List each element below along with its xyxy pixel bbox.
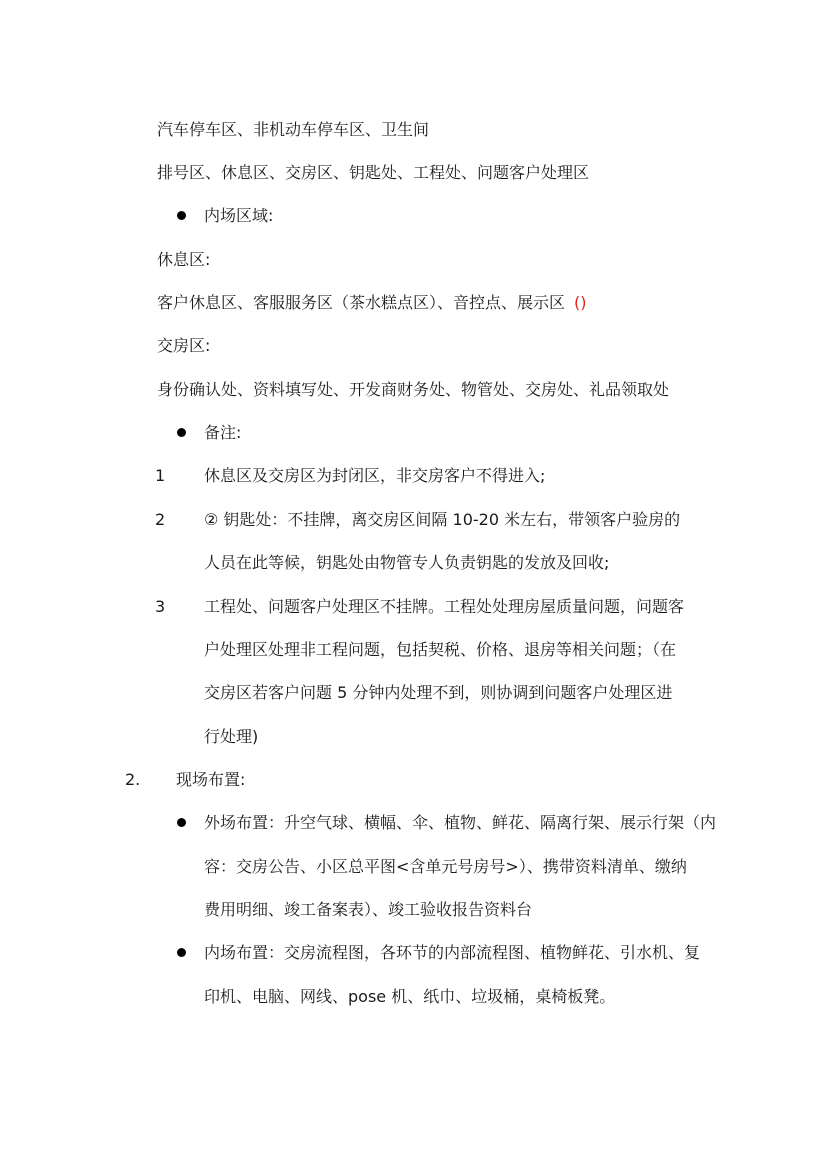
note-line: 交房区若客户问题 5 分钟内处理不到，则协调到问题客户处理区进 (204, 683, 673, 702)
section-number: 2. (125, 770, 141, 789)
rest-area-items (157, 292, 587, 314)
notes-heading: 备注: (204, 423, 242, 442)
section-title: 现场布置: (176, 770, 246, 789)
indoor-layout-line: 印机、电脑、网线、pose 机、纸巾、垃圾桶，桌椅板凳。 (204, 987, 616, 1006)
bullet-icon (177, 948, 186, 957)
bullet-icon (177, 428, 186, 437)
queue-zone-items: 排号区、休息区、交房区、钥匙处、工程处、问题客户处理区 (157, 163, 590, 182)
indoor-layout-line: 内场布置：交房流程图，各环节的内部流程图、植物鲜花、引水机、复 (204, 943, 701, 962)
note-line: 户处理区处理非工程问题，包括契税、价格、退房等相关问题；（在 (204, 640, 677, 659)
indoor-zone-heading: 内场区域: (204, 206, 274, 225)
bullet-icon (177, 818, 186, 827)
note-line: 人员在此等候，钥匙处由物管专人负责钥匙的发放及回收; (204, 553, 610, 572)
note-line: ② 钥匙处：不挂牌，离交房区间隔 10-20 米左右，带领客户验房的 (204, 510, 681, 529)
note-line: 休息区及交房区为封闭区，非交房客户不得进入; (204, 466, 546, 485)
rest-area-note: () (574, 293, 587, 312)
note-number: 2 (155, 510, 166, 529)
outdoor-zone-items: 汽车停车区、非机动车停车区、卫生间 (157, 120, 430, 139)
note-number: 3 (155, 597, 166, 616)
outdoor-layout-line: 外场布置：升空气球、横幅、伞、植物、鲜花、隔离行架、展示行架（内 (204, 813, 717, 832)
bullet-icon (177, 211, 186, 220)
handover-area-label: 交房区: (157, 336, 211, 355)
note-number: 1 (155, 466, 166, 485)
rest-area-label: 休息区: (157, 250, 211, 269)
rest-area-items-text: 客户休息区、客服服务区（茶水糕点区）、音控点、展示区 (157, 293, 566, 312)
note-line: 行处理) (204, 727, 259, 746)
note-line: 工程处、问题客户处理区不挂牌。工程处处理房屋质量问题，问题客 (204, 597, 685, 616)
outdoor-layout-line: 费用明细、竣工备案表）、竣工验收报告资料台 (204, 900, 533, 919)
outdoor-layout-line: 容：交房公告、小区总平图<含单元号房号>）、携带资料清单、缴纳 (204, 857, 687, 876)
handover-area-items: 身份确认处、资料填写处、开发商财务处、物管处、交房处、礼品领取处 (157, 380, 670, 399)
